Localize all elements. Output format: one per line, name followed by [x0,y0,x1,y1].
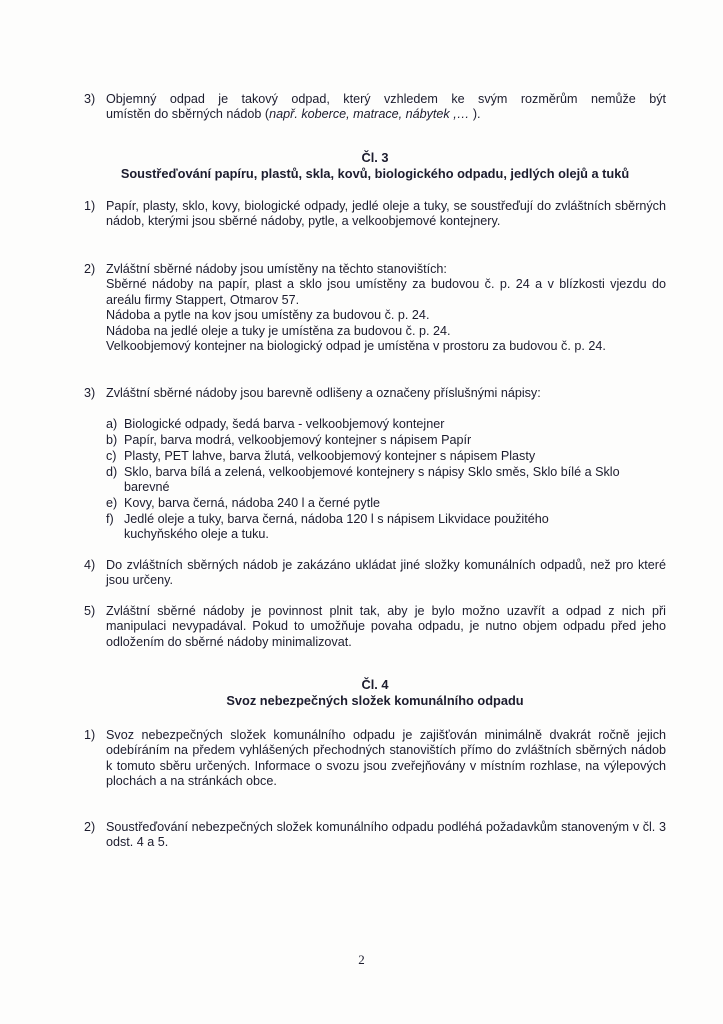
list-item [106,512,576,543]
paragraph-number: 5) [84,604,96,618]
location-line: Nádoba a pytle na kov jsou umístěny za budovou č. p. 24. [106,308,430,323]
list-item [106,417,646,432]
paragraph-4-2 [84,820,666,851]
paragraph-3-2 [84,262,666,354]
list-text: Kovy, barva černá, nádoba 240 l a černé pytle [124,496,381,510]
list-letter: e) [106,496,118,510]
list-item [106,465,636,496]
paragraph-number: 3) [84,92,96,106]
paragraph-3-1 [84,199,666,230]
article-number: Čl. 3 [361,150,389,165]
paragraph-intro: Zvláštní sběrné nádoby jsou umístěny na těchto stanovištích: [106,262,447,276]
list-text: Papír, barva modrá, velkoobjemový kontejner s nápisem Papír [124,433,472,447]
paragraph-text: Do zvláštních sběrných nádob je zakázáno ukládat jiné složky komunálních odpadů, než pro které jsou určeny. [106,558,666,588]
list-letter: b) [106,433,118,447]
examples-italic: např. koberce, matrace, nábytek ,… [269,107,473,122]
list-item [106,449,646,464]
list-text: Sklo, barva bílá a zelená, velkoobjemové kontejnery s nápisy Sklo směs, Sklo bílé a Sklo barevné [124,465,620,495]
paragraph-number: 3) [84,386,96,400]
paragraph-text: Svoz nebezpečných složek komunálního odpadu je zajišťován minimálně dvakrát ročně jejich odebíráním na předem vyhlášených přechodných stanovištích přímo do zvláštních sběrných nádob k tomuto sběru určených. Informace o svozu jsou zveřejňovány v místním rozhlase, na výlepových plochách a na stránkách obce. [106,728,666,789]
location-line: Nádoba na jedlé oleje a tuky je umístěna za budovou č. p. 24. [106,323,451,338]
list-item [106,433,646,448]
paragraph-intro: Zvláštní sběrné nádoby jsou barevně odlišeny a označeny příslušnými nápisy: [106,386,541,400]
list-item [106,496,646,511]
article-title: Svoz nebezpečných složek komunálního odpadu [226,693,524,708]
location-line: Velkoobjemový kontejner na biologický odpad je umístěna v prostoru za budovou č. p. 24. [106,339,606,354]
paragraph-3-4 [84,558,666,589]
list-text: Jedlé oleje a tuky, barva černá, nádoba 120 l s nápisem Likvidace použitého kuchyňského oleje a tuku. [124,512,549,542]
paragraph-line: umístěn do sběrných nádob (např. koberce, matrace, nábytek ,… ). [106,107,481,122]
paragraph-text: Zvláštní sběrné nádoby je povinnost plnit tak, aby je bylo možno uzavřít a odpad z nich při manipulaci nevypadával. Pokud to umožňuje povaha odpadu, je nutno objem odpadu před jeho odložením do sběrné nádoby minimalizovat. [106,604,666,649]
list-text: Biologické odpady, šedá barva - velkoobjemový kontejner [124,417,445,431]
paragraph-number: 1) [84,199,96,213]
paragraph-number: 2) [84,820,96,834]
list-letter: d) [106,465,118,479]
paragraph-text: Soustřeďování nebezpečných složek komunálního odpadu podléhá požadavkům stanoveným v čl. 3 odst. 4 a 5. [106,820,666,850]
list-letter: f) [106,512,114,526]
paragraph-text: Papír, plasty, sklo, kovy, biologické odpady, jedlé oleje a tuky, se soustřeďují do zvláštních sběrných nádob, kterými jsou sběrné nádoby, pytle, a velkoobjemové kontejnery. [106,199,666,229]
paragraph-number: 1) [84,728,96,742]
list-letter: a) [106,417,118,431]
paragraph-4-1 [84,728,666,790]
paragraph-number: 2) [84,262,96,276]
paragraph-line: Objemný odpad je takový odpad, který vzhledem ke svým rozměrům nemůže být [106,92,666,106]
page-number: 2 [358,952,365,967]
paragraph-number: 4) [84,558,96,572]
paragraph-3-5 [84,604,666,650]
location-line: Sběrné nádoby na papír, plast a sklo jsou umístěny za budovou č. p. 24 a v blízkosti vjezdu do areálu firmy Stappert, Otmarov 57. [106,277,666,307]
article-number: Čl. 4 [361,677,389,692]
paragraph-bulky-waste [84,92,666,123]
article-title: Soustřeďování papíru, plastů, skla, kovů, biologického odpadu, jedlých olejů a tuků [120,166,630,181]
paragraph-3-3 [84,386,666,401]
list-letter: c) [106,449,117,463]
list-text: Plasty, PET lahve, barva žlutá, velkoobjemový kontejner s nápisem Plasty [124,449,536,463]
